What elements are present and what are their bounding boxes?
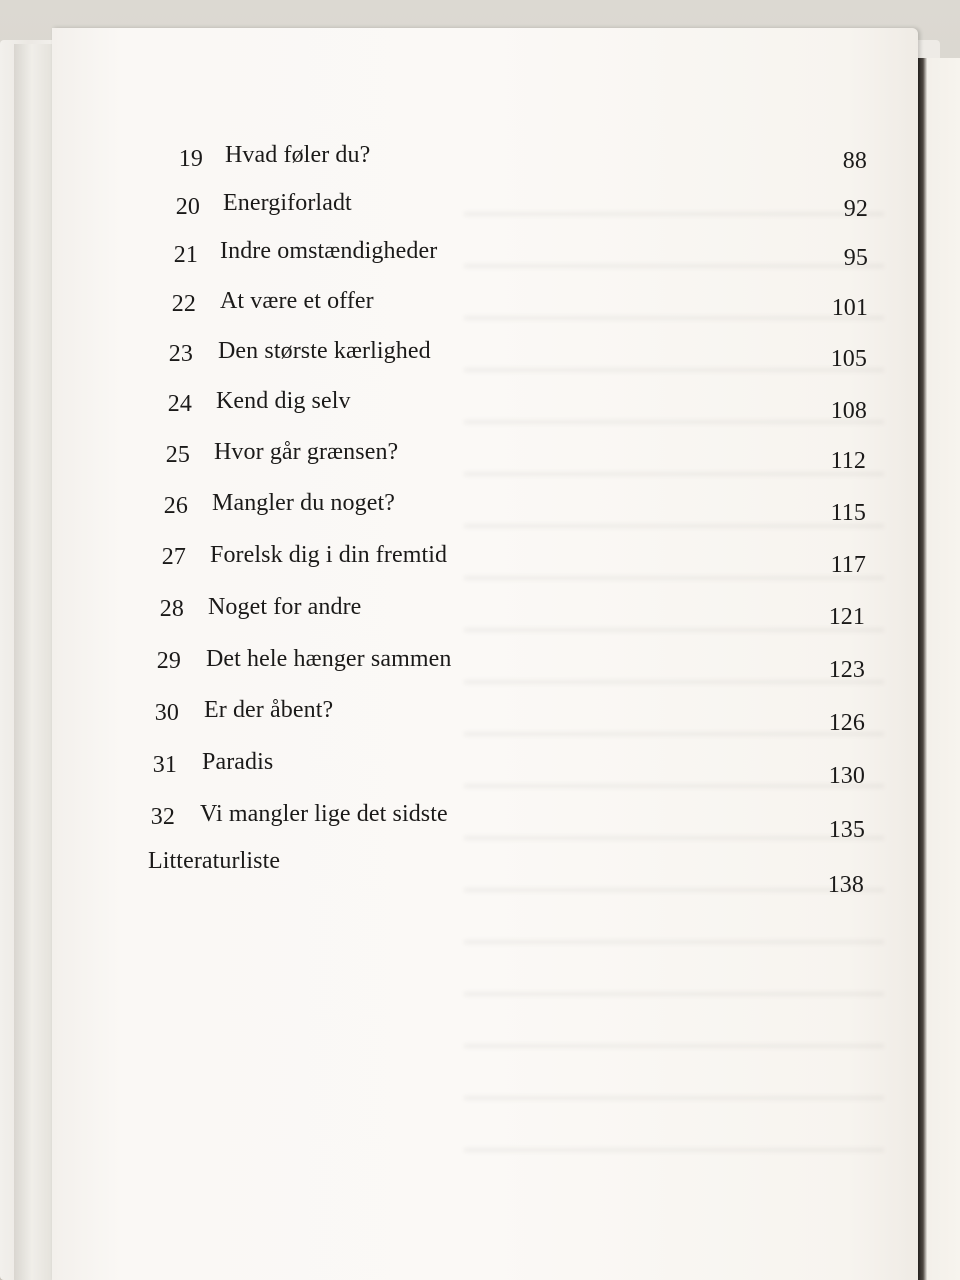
toc-entry-page: 135 [828,817,865,843]
toc-entry-page: 101 [831,295,868,321]
toc-entry-number: 26 [163,493,188,519]
toc-final-entry-page: 138 [827,872,864,898]
toc-entry-page: 88 [842,148,867,174]
toc-entry-number: 23 [168,341,193,367]
toc-entry-number: 32 [150,804,175,830]
table-of-contents [52,28,918,1280]
toc-entry-page: 108 [830,398,867,424]
toc-entry-page: 92 [843,196,868,222]
book-page [52,28,918,1280]
toc-entry-number: 19 [178,146,203,172]
toc-entry-title: At være et offer [220,288,374,314]
toc-entry-number: 28 [159,596,184,622]
toc-entry-title: Hvor går grænsen? [214,439,399,465]
toc-entry-title: Forelsk dig i din fremtid [210,542,448,568]
toc-entry-page: 126 [828,710,865,736]
toc-entry-title: Vi mangler lige det sidste [200,801,448,827]
toc-entry-title: Indre omstændigheder [220,238,438,264]
toc-entry-page: 105 [830,346,867,372]
toc-entry-title: Energiforladt [223,190,352,216]
toc-entry-number: 27 [161,544,186,570]
toc-entry-title: Den største kærlighed [218,338,431,364]
toc-entry-page: 117 [830,552,866,578]
toc-entry-page: 130 [828,763,865,789]
toc-entry-title: Noget for andre [208,594,362,620]
toc-entry-page: 115 [830,500,866,526]
toc-entry-title: Paradis [202,749,274,775]
adjacent-book-edge [918,58,960,1280]
toc-entry-title: Er der åbent? [204,697,334,723]
toc-entry-number: 25 [165,442,190,468]
toc-entry-number: 29 [156,648,181,674]
toc-entry-number: 21 [173,242,198,268]
toc-entry-title: Det hele hænger sammen [206,646,452,672]
toc-entry-title: Kend dig selv [216,388,351,414]
toc-final-entry-title: Litteraturliste [148,848,281,874]
toc-entry-title: Hvad føler du? [225,142,371,168]
toc-entry-page: 123 [828,657,865,683]
toc-entry-page: 95 [843,245,868,271]
toc-entry-number: 22 [171,291,196,317]
toc-entry-number: 20 [175,194,200,220]
toc-entry-number: 24 [167,391,192,417]
toc-entry-number: 30 [154,700,179,726]
book-spine [14,44,54,1280]
toc-entry-title: Mangler du noget? [212,490,395,516]
toc-entry-page: 121 [828,604,865,630]
toc-entry-page: 112 [830,448,866,474]
toc-entry-number: 31 [152,752,177,778]
